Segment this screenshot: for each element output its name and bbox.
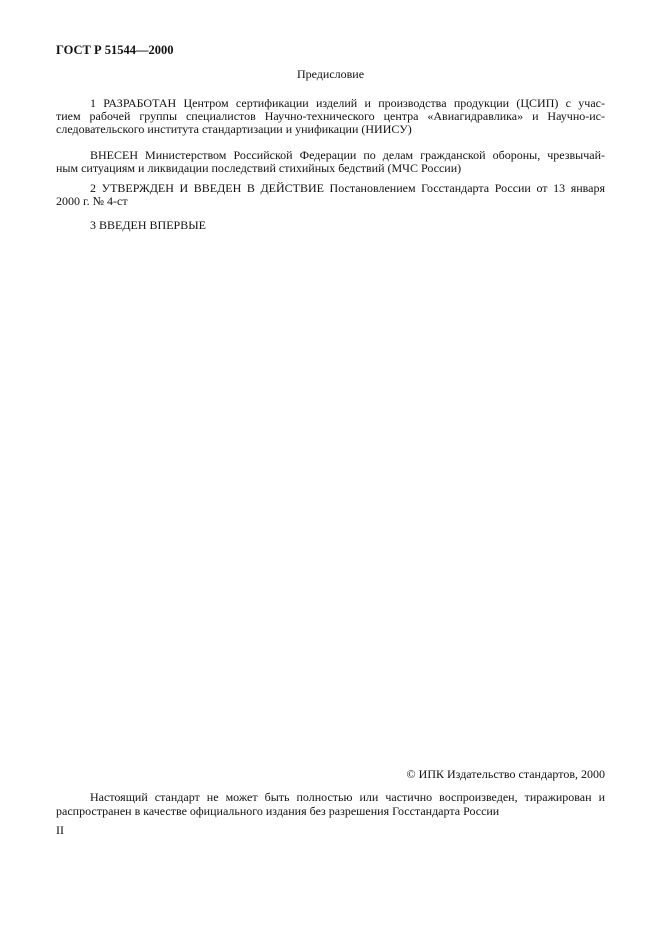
- copyright: © ИПК Издательство стандартов, 2000: [406, 767, 605, 781]
- section-title: Предисловие: [296, 67, 365, 81]
- reproduction-notice-line: распространен в качестве официального издания без разрешения Госстандарта России: [56, 804, 500, 818]
- paragraph-approved-line: 2000 г. № 4-ст: [56, 194, 128, 208]
- paragraph-introduced-line: ным ситуациям и ликвидации последствий стихийных бедствий (МЧС России): [56, 161, 462, 175]
- paragraph-developed-line: следовательского института стандартизации и унификации (НИИСУ): [56, 122, 412, 136]
- reproduction-notice-line: Настоящий стандарт не может быть полностью или частично воспроизведен, тиражирован и: [90, 790, 605, 804]
- paragraph-developed-line: тием рабочей группы специалистов Научно-технического центра «Авиагидравлика» и Научно-ис-: [56, 109, 605, 123]
- document-number: ГОСТ Р 51544—2000: [56, 43, 174, 57]
- paragraph-introduced-line: ВНЕСЕН Министерством Российской Федерации по делам гражданской обороны, чрезвычай-: [90, 148, 605, 162]
- paragraph-first-introduced: 3 ВВЕДЕН ВПЕРВЫЕ: [90, 218, 206, 232]
- paragraph-approved-line: 2 УТВЕРЖДЕН И ВВЕДЕН В ДЕЙСТВИЕ Постановлением Госстандарта России от 13 января: [90, 181, 605, 195]
- page-number: II: [56, 823, 64, 837]
- paragraph-developed-line: 1 РАЗРАБОТАН Центром сертификации изделий и производства продукции (ЦСИП) с учас-: [90, 96, 605, 110]
